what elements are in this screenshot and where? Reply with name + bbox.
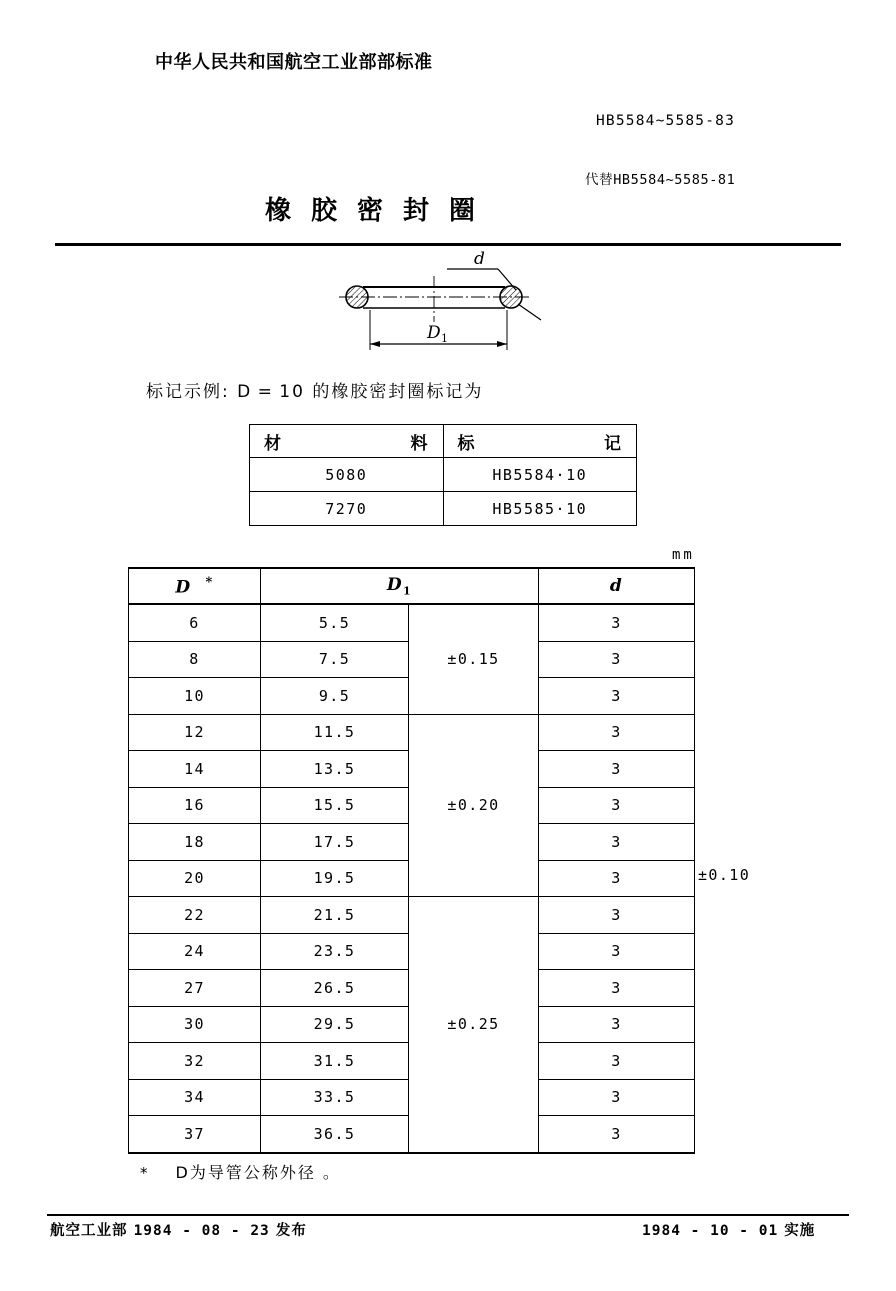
header-divider: [55, 243, 841, 246]
cell-D1: 9.5: [261, 678, 409, 715]
material-header-left-char: 材: [264, 433, 282, 454]
page-title: 橡胶密封圈: [265, 196, 496, 226]
cell-D1: 7.5: [261, 641, 409, 678]
mark-header-right-char: 记: [604, 433, 622, 454]
footer-issue-date: 1984 - 08 - 23: [133, 1223, 270, 1239]
footnote-asterisk: *: [140, 1164, 150, 1182]
footer-divider: [47, 1214, 849, 1216]
cell-D: 24: [129, 933, 261, 970]
cell-D1: 11.5: [261, 714, 409, 751]
cell-D1: 19.5: [261, 860, 409, 897]
figure-label-d1: D: [427, 323, 441, 343]
cell-D1: 29.5: [261, 1006, 409, 1043]
table-footnote: [140, 1160, 341, 1183]
cell-D1-tolerance: ±0.15: [409, 604, 539, 714]
cell-D1: 23.5: [261, 933, 409, 970]
cell-d: 3: [539, 970, 695, 1007]
cell-D: 12: [129, 714, 261, 751]
cell-d: 3: [539, 1043, 695, 1080]
cell-D1-tolerance: ±0.20: [409, 714, 539, 897]
cell-D1: 31.5: [261, 1043, 409, 1080]
cell-D: 30: [129, 1006, 261, 1043]
cell-d: 3: [539, 1116, 695, 1153]
header-D1-subscript: 1: [403, 584, 413, 598]
material-column-header: [250, 425, 444, 458]
header-D: [129, 568, 261, 604]
cell-D1: 33.5: [261, 1079, 409, 1116]
header-D1-text: D: [386, 574, 404, 595]
cell-D1: 13.5: [261, 751, 409, 788]
oring-drawing-svg: [335, 250, 585, 358]
mark-header-left-char: 标: [457, 433, 476, 454]
footer-issue-info: [50, 1219, 307, 1240]
cell-D: 20: [129, 860, 261, 897]
header-D1: [261, 568, 539, 604]
header-d-text: d: [609, 576, 624, 596]
table-row: [129, 897, 695, 934]
material-value: 5080: [250, 458, 444, 492]
standard-number: HB5584~5585-83: [596, 113, 736, 129]
cell-D: 32: [129, 1043, 261, 1080]
cell-D1-tolerance: ±0.25: [409, 897, 539, 1153]
cell-d: 3: [539, 933, 695, 970]
cell-d: 3: [539, 897, 695, 934]
material-table-row: [250, 458, 637, 492]
cell-D: 10: [129, 678, 261, 715]
cell-d: 3: [539, 787, 695, 824]
material-marking-table: [249, 424, 637, 526]
marking-symbol-d: D: [237, 382, 251, 402]
footer-issuer: 航空工业部: [50, 1223, 128, 1239]
mark-value: HB5585·10: [443, 492, 637, 526]
cell-D: 6: [129, 604, 261, 641]
cell-d: 3: [539, 604, 695, 641]
marking-equals-sign: =: [257, 382, 272, 402]
cell-D: 16: [129, 787, 261, 824]
cell-d: 3: [539, 751, 695, 788]
cell-D: 8: [129, 641, 261, 678]
cell-d: 3: [539, 1079, 695, 1116]
cell-d: 3: [539, 678, 695, 715]
material-header-right-char: 料: [410, 433, 429, 454]
footer-effective-info: [642, 1219, 815, 1240]
cell-D1: 36.5: [261, 1116, 409, 1153]
cell-D1: 26.5: [261, 970, 409, 1007]
cell-d: 3: [539, 860, 695, 897]
mark-value: HB5584·10: [443, 458, 637, 492]
cell-D: 37: [129, 1116, 261, 1153]
material-table-header-row: [250, 425, 637, 458]
material-table-row: [250, 492, 637, 526]
cell-D: 22: [129, 897, 261, 934]
marking-example-prefix: 标记示例:: [146, 382, 230, 402]
footer-effective-date: 1984 - 10 - 01: [642, 1223, 779, 1239]
unit-label: mm: [672, 547, 695, 563]
cell-d: 3: [539, 641, 695, 678]
footer-effective-label: 实施: [784, 1223, 816, 1239]
cell-D1: 15.5: [261, 787, 409, 824]
footer-issue-label: 发布: [275, 1223, 307, 1239]
mark-column-header: [443, 425, 637, 458]
replaces-standard: 代替HB5584~5585-81: [585, 172, 736, 188]
issuing-organization: 中华人民共和国航空工业部部标准: [155, 52, 433, 73]
dimension-table: [128, 567, 695, 1154]
header-d: [539, 568, 695, 604]
header-D-text: D: [175, 577, 192, 598]
header-D-asterisk: *: [205, 574, 214, 590]
marking-example-suffix: 的橡胶密封圈标记为: [312, 382, 484, 402]
footnote-text: D为导管公称外径 。: [175, 1163, 341, 1182]
cell-d: 3: [539, 824, 695, 861]
material-value: 7270: [250, 492, 444, 526]
cell-D: 14: [129, 751, 261, 788]
cell-d: 3: [539, 1006, 695, 1043]
marking-value: 10: [279, 382, 305, 402]
dimension-table-header-row: [129, 568, 695, 604]
table-row: [129, 714, 695, 751]
cell-D1: 17.5: [261, 824, 409, 861]
figure-label-d: d: [474, 250, 485, 269]
cell-D: 34: [129, 1079, 261, 1116]
cell-d: 3: [539, 714, 695, 751]
cell-D1: 21.5: [261, 897, 409, 934]
cell-D: 18: [129, 824, 261, 861]
table-row: [129, 604, 695, 641]
cell-D: 27: [129, 970, 261, 1007]
cell-d-tolerance: ±0.10: [698, 866, 751, 884]
marking-example-line: [146, 377, 483, 402]
cell-D1: 5.5: [261, 604, 409, 641]
figure-label-d1-subscript: 1: [441, 332, 448, 345]
oring-figure: [335, 250, 585, 358]
